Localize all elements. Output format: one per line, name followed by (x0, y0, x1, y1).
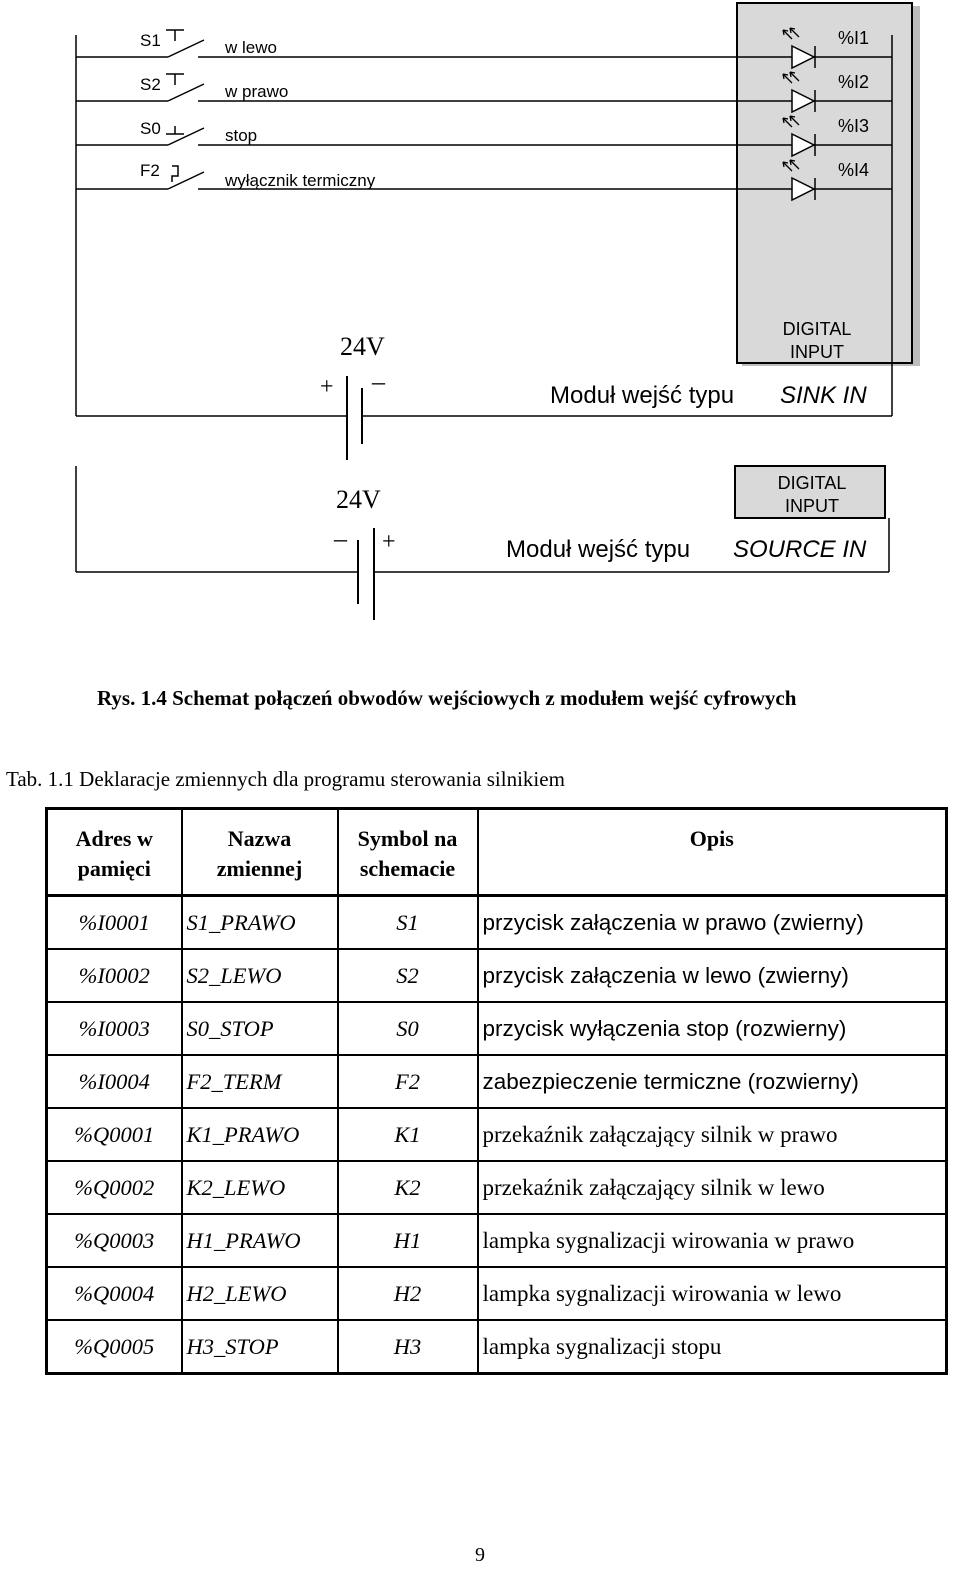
cell-address: %I0002 (47, 949, 182, 1002)
cell-symbol: S0 (338, 1002, 478, 1055)
sink-type-label: Moduł wejść typu (550, 382, 735, 409)
cell-address: %Q0003 (47, 1214, 182, 1267)
header-name-line1: Nazwa (227, 826, 292, 851)
cell-address: %I0004 (47, 1055, 182, 1108)
table-header-row (47, 809, 947, 896)
cell-description: przycisk wyłączenia stop (rozwierny) (478, 1002, 947, 1055)
cell-symbol: H3 (338, 1320, 478, 1374)
cell-symbol: K1 (338, 1108, 478, 1161)
cell-address: %I0001 (47, 896, 182, 950)
switch-label-s0: S0 (140, 119, 161, 138)
cell-name: S2_LEWO (182, 949, 338, 1002)
cell-name: K2_LEWO (182, 1161, 338, 1214)
cell-name: K1_PRAWO (182, 1108, 338, 1161)
source-minus: – (334, 524, 347, 553)
sink-minus: – (372, 367, 385, 396)
header-address-line1: Adres w (75, 826, 153, 851)
cell-description: zabezpieczenie termiczne (rozwierny) (478, 1055, 947, 1108)
cell-symbol: H1 (338, 1214, 478, 1267)
table-row (47, 1161, 947, 1214)
table-row (47, 949, 947, 1002)
cell-name: S0_STOP (182, 1002, 338, 1055)
cell-address: %I0003 (47, 1002, 182, 1055)
header-address-line2: pamięci (77, 856, 151, 881)
cell-description: przycisk załączenia w lewo (zwierny) (478, 949, 947, 1002)
cell-symbol: S2 (338, 949, 478, 1002)
cell-address: %Q0002 (47, 1161, 182, 1214)
address-label-i2: %I2 (838, 72, 870, 92)
sink-voltage: 24V (340, 332, 385, 361)
wiring-diagram (0, 0, 960, 660)
header-symbol-line1: Symbol na (357, 826, 458, 851)
input-label-4: wyłącznik termiczny (225, 171, 376, 190)
header-symbol-line2: schemacie (359, 856, 456, 881)
table-row (47, 1108, 947, 1161)
sink-module-line2: INPUT (790, 342, 844, 362)
input-label-1: w lewo (225, 38, 277, 57)
cell-address: %Q0004 (47, 1267, 182, 1320)
address-label-i1: %I1 (838, 28, 870, 48)
cell-name: F2_TERM (182, 1055, 338, 1108)
address-label-i3: %I3 (838, 116, 870, 136)
source-module-line2: INPUT (785, 496, 839, 516)
switch-label-f2: F2 (140, 161, 160, 180)
sink-plus: + (320, 374, 334, 400)
cell-symbol: S1 (338, 896, 478, 950)
source-type-name: SOURCE IN (733, 536, 867, 563)
table-row (47, 896, 947, 950)
address-label-i4: %I4 (838, 160, 870, 180)
table-row (47, 1320, 947, 1374)
cell-address: %Q0001 (47, 1108, 182, 1161)
cell-description: lampka sygnalizacji wirowania w prawo (478, 1214, 947, 1267)
header-symbol (338, 809, 478, 896)
cell-description: lampka sygnalizacji stopu (478, 1320, 947, 1374)
header-name-line2: zmiennej (216, 856, 303, 881)
header-name (182, 809, 338, 896)
input-label-3: stop (225, 126, 258, 145)
cell-description: lampka sygnalizacji wirowania w lewo (478, 1267, 947, 1320)
cell-symbol: K2 (338, 1161, 478, 1214)
variables-table (45, 807, 948, 1375)
figure-caption: Rys. 1.4 Schemat połączeń obwodów wejściowych z modułem wejść cyfrowych (97, 686, 797, 710)
cell-symbol: F2 (338, 1055, 478, 1108)
table-caption: Tab. 1.1 Deklaracje zmiennych dla programu sterowania silnikiem (6, 767, 565, 791)
source-voltage: 24V (336, 485, 381, 514)
cell-description: przekaźnik załączający silnik w prawo (478, 1108, 947, 1161)
header-description: Opis (478, 809, 947, 896)
sink-type-name: SINK IN (780, 382, 867, 409)
input-label-2: w prawo (225, 82, 289, 101)
table-row (47, 1055, 947, 1108)
cell-name: S1_PRAWO (182, 896, 338, 950)
source-module-line1: DIGITAL (777, 473, 847, 493)
cell-description: przycisk załączenia w prawo (zwierny) (478, 896, 947, 950)
switch-label-s2: S2 (140, 75, 161, 94)
table-row (47, 1214, 947, 1267)
cell-description: przekaźnik załączający silnik w lewo (478, 1161, 947, 1214)
table-row (47, 1002, 947, 1055)
sink-module-line1: DIGITAL (782, 319, 852, 339)
cell-name: H3_STOP (182, 1320, 338, 1374)
header-address (47, 809, 182, 896)
source-type-label: Moduł wejść typu (506, 536, 691, 563)
cell-name: H1_PRAWO (182, 1214, 338, 1267)
cell-address: %Q0005 (47, 1320, 182, 1374)
switch-label-s1: S1 (140, 31, 161, 50)
cell-name: H2_LEWO (182, 1267, 338, 1320)
page-number: 9 (475, 1544, 485, 1566)
source-plus: + (382, 529, 396, 555)
cell-symbol: H2 (338, 1267, 478, 1320)
table-row (47, 1267, 947, 1320)
